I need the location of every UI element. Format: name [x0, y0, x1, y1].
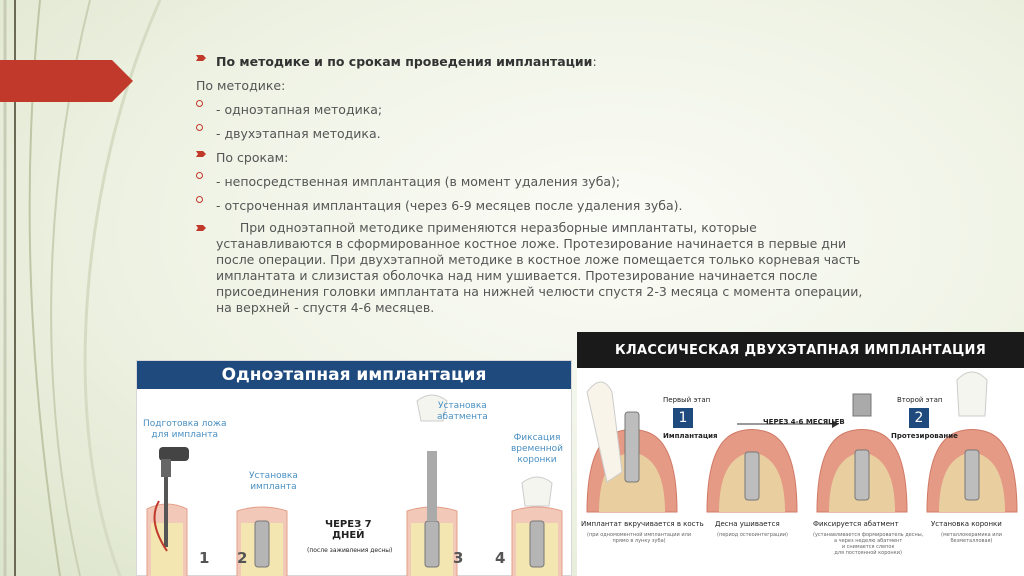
install-label: Установка импланта	[249, 471, 298, 492]
note: (при одномоментной имплантации или прямо в лунку зуба)	[587, 532, 692, 544]
method-one-stage-line	[196, 98, 936, 122]
crown-label: Фиксация временной коронки	[511, 433, 564, 465]
paragraph-line: после операции. При двухэтапной методике в костное ложе помещается только корневая часть	[216, 252, 861, 267]
heading-line: По методике и по срокам проведения имплантации:	[196, 50, 936, 74]
arrow-bullet-icon	[196, 54, 206, 62]
two-stage-panel	[577, 332, 1024, 576]
step-number: 3	[453, 549, 464, 567]
description-paragraph	[196, 220, 936, 316]
note: (период остеоинтеграции)	[717, 532, 788, 538]
wait-label: ЧЕРЕЗ 4-6 МЕСЯЦЕВ	[763, 418, 845, 426]
one-stage-panel	[136, 360, 572, 576]
arrow-bullet-icon	[196, 150, 206, 158]
circle-bullet-icon	[196, 196, 203, 203]
paragraph-line: При одноэтапной методике применяются неразборные имплантаты, которые	[216, 220, 757, 235]
caption: Установка коронки	[931, 520, 1002, 528]
time-delayed-line	[196, 194, 936, 218]
time-immediate: - непосредственная имплантация (в момент удаления зуба);	[216, 174, 621, 189]
paragraph-line: устанавливаются в сформированное костное ложе. Протезирование начинается в первые дни	[216, 236, 847, 251]
red-accent-tab	[0, 60, 133, 102]
stage2-label: Второй этап	[897, 396, 943, 404]
paragraph-line: на верхней - спустя 4-6 месяцев.	[216, 300, 435, 315]
stage2-number: 2	[909, 408, 929, 428]
circle-bullet-icon	[196, 172, 203, 179]
stage1-number: 1	[673, 408, 693, 428]
bullet-content	[196, 50, 936, 316]
method-two-stage-line	[196, 122, 936, 146]
stage1-name: Имплантация	[663, 432, 718, 440]
one-stage-illustration	[137, 361, 573, 576]
caption: Имплантат вкручивается в кость	[581, 520, 704, 528]
circle-bullet-icon	[196, 124, 203, 131]
caption: Фиксируется абатмент	[813, 520, 899, 528]
paragraph-line: имплантата и слизистая оболочка над ним ушивается. Протезирование начинается после	[216, 268, 818, 283]
by-method-line	[196, 74, 936, 98]
caption: Десна ушивается	[715, 520, 780, 528]
one-stage-title: Одноэтапная имплантация	[137, 361, 571, 389]
stage2-name: Протезирование	[891, 432, 958, 440]
method-two-stage: - двухэтапная методика.	[216, 126, 381, 141]
prep-label: Подготовка ложа для импланта	[143, 419, 227, 440]
wait-note: (после заживления десны)	[307, 547, 393, 554]
step-number: 1	[199, 549, 210, 567]
by-time-label: По срокам:	[216, 150, 289, 165]
method-one-stage: - одноэтапная методика;	[216, 102, 383, 117]
two-stage-title: КЛАССИЧЕСКАЯ ДВУХЭТАПНАЯ ИМПЛАНТАЦИЯ	[577, 332, 1024, 368]
note: (металлокерамика или безметалловая)	[941, 532, 1002, 544]
note: (устанавливается формирователь десны, а через неделю абатмент и снимается слепок для постоянной коронки)	[813, 532, 924, 556]
circle-bullet-icon	[196, 100, 203, 107]
by-time-line	[196, 146, 936, 170]
time-delayed: - отсроченная имплантация (через 6-9 месяцев после удаления зуба).	[216, 198, 683, 213]
by-method-label: По методике:	[196, 78, 286, 93]
step-number: 2	[237, 549, 248, 567]
arrow-bullet-icon	[196, 224, 206, 232]
wait-text: ЧЕРЕЗ 7 ДНЕЙ	[325, 519, 372, 541]
time-immediate-line	[196, 170, 936, 194]
stage1-label: Первый этап	[663, 396, 711, 404]
step-number: 4	[495, 549, 506, 567]
abutment-label: Установка абатмента	[437, 401, 488, 422]
paragraph-line: присоединения головки имплантата на нижней челюсти спустя 2-3 месяца с момента операции,	[216, 284, 863, 299]
heading-text: По методике и по срокам проведения имплантации	[216, 54, 593, 69]
